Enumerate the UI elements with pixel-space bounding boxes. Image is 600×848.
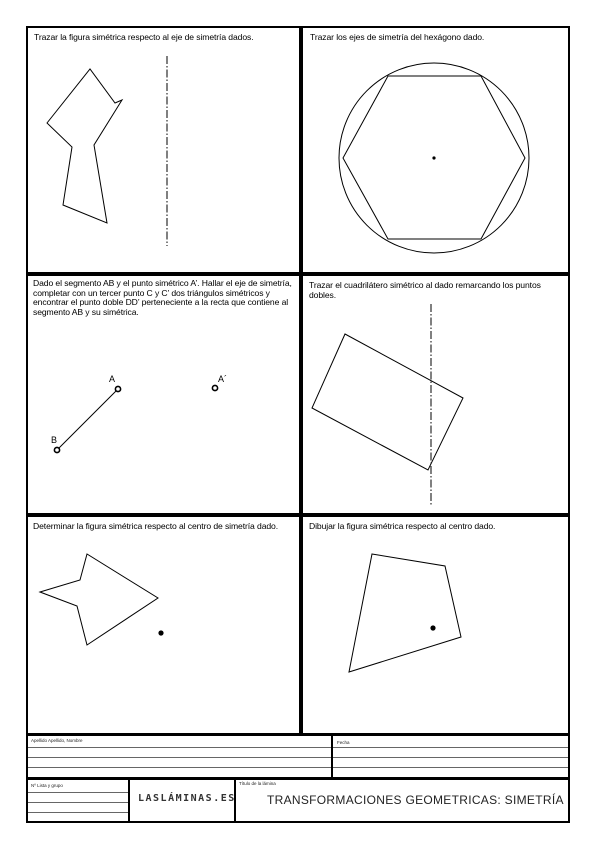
name-field-label: Apellido Apellido, Nombre bbox=[31, 738, 83, 743]
panel-4-instruction: Trazar el cuadrilátero simétrico al dado remarcando los puntos dobles. bbox=[309, 280, 541, 300]
list-field-divider bbox=[128, 779, 130, 823]
panel-5-figure bbox=[40, 554, 158, 645]
panel-3-label-a-prime: A´ bbox=[218, 374, 227, 384]
footer-rule-2 bbox=[28, 757, 568, 758]
panel-3-segment-ab bbox=[57, 389, 118, 450]
panel-4-quadrilateral bbox=[312, 334, 463, 470]
panel-3-point-a bbox=[115, 386, 120, 391]
panel-5-center-point bbox=[158, 630, 163, 635]
footer-rule-3 bbox=[28, 767, 568, 768]
panel-3-point-a-prime bbox=[212, 385, 217, 390]
panel-1-figure bbox=[47, 69, 122, 223]
panel-6-quadrilateral bbox=[349, 554, 461, 672]
panel-6-center-point bbox=[430, 625, 435, 630]
list-field-label: Nº Lista y grupo bbox=[31, 783, 63, 788]
footer-divider-2 bbox=[26, 777, 570, 780]
panel-3-point-b bbox=[54, 447, 59, 452]
panel-2-instruction: Trazar los ejes de simetría del hexágono dado. bbox=[310, 32, 485, 42]
panel-5-instruction: Determinar la figura simétrica respecto al centro de simetría dado. bbox=[33, 521, 279, 531]
date-field-label: Fecha bbox=[337, 740, 350, 745]
date-field-divider bbox=[331, 736, 333, 777]
list-rule-2 bbox=[28, 802, 128, 803]
list-rule-1 bbox=[28, 792, 128, 793]
panel-6-instruction: Dibujar la figura simétrica respecto al centro dado. bbox=[309, 521, 496, 531]
panel-1-instruction: Trazar la figura simétrica respecto al eje de simetría dados. bbox=[34, 32, 254, 42]
sheet-title: TRANSFORMACIONES GEOMETRICAS: SIMETRÍA bbox=[267, 793, 564, 807]
panel-2-center-point bbox=[432, 156, 435, 159]
footer-rule-1 bbox=[28, 747, 568, 748]
panel-3-label-a: A bbox=[109, 374, 116, 384]
panel-3-label-b: B bbox=[51, 435, 58, 445]
list-rule-3 bbox=[28, 812, 128, 813]
panel-3-instruction: Dado el segmento AB y el punto simétrico A’. Hallar el eje de simetría, completar con un tercer punto C y C’ dos triángulos simétricos y encontrar el punto doble DD’ perteneciente a la recta que contiene al segmento AB y su simétrica. bbox=[33, 278, 292, 317]
sheet-title-label: Título de la lámina bbox=[239, 781, 276, 786]
site-logo: LASLÁMINAS.ES bbox=[138, 793, 236, 804]
